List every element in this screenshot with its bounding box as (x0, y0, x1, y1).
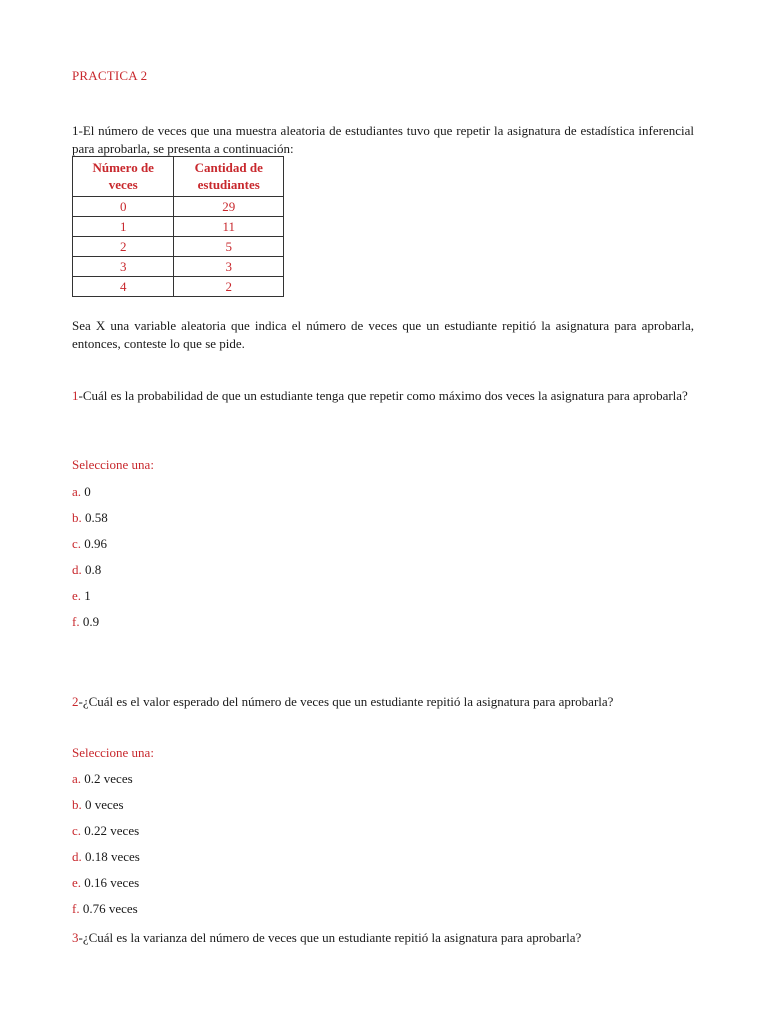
question-number: 2 (72, 694, 79, 709)
table-cell: 5 (174, 237, 284, 257)
table-row (73, 217, 284, 237)
option-letter: e. (72, 875, 82, 890)
option-text: 0.18 veces (85, 849, 140, 864)
answer-option[interactable] (72, 510, 108, 526)
answer-option[interactable] (72, 849, 140, 865)
option-letter: c. (72, 536, 82, 551)
answer-option[interactable] (72, 614, 99, 630)
table-cell: 11 (174, 217, 284, 237)
table-header-cell: Cantidad de estudiantes (174, 157, 284, 197)
table-row (73, 277, 284, 297)
option-text: 0.22 veces (84, 823, 140, 838)
option-letter: e. (72, 588, 82, 603)
table-row (73, 257, 284, 277)
answer-option[interactable] (72, 875, 139, 891)
option-text: 0.16 veces (84, 875, 140, 890)
question-body: -¿Cuál es el valor esperado del número de veces que un estudiante repitió la asignatura para aprobarla? (78, 694, 614, 709)
question-1-text (72, 387, 694, 405)
option-letter: a. (72, 484, 82, 499)
table-header-row (73, 157, 284, 197)
option-text: 0.8 (85, 562, 102, 577)
option-text: 0 (84, 484, 91, 499)
answer-option[interactable] (72, 823, 139, 839)
table-cell: 2 (73, 237, 174, 257)
answer-option[interactable] (72, 588, 91, 604)
option-text: 0.96 (84, 536, 108, 551)
question-3-text (72, 929, 694, 947)
frequency-table (72, 156, 284, 297)
table-cell: 2 (174, 277, 284, 297)
option-text: 0.2 veces (84, 771, 133, 786)
select-one-label: Seleccione una: (72, 745, 154, 760)
table-cell: 29 (174, 197, 284, 217)
question-body: -¿Cuál es la varianza del número de veces que un estudiante repitió la asignatura para aprobarla? (78, 930, 582, 945)
question-body: -Cuál es la probabilidad de que un estudiante tenga que repetir como máximo dos veces la asignatura para aprobarla? (78, 388, 688, 403)
table-cell: 3 (73, 257, 174, 277)
table-row (73, 237, 284, 257)
table-cell: 1 (73, 217, 174, 237)
option-letter: a. (72, 771, 82, 786)
option-letter: b. (72, 510, 82, 525)
answer-option[interactable] (72, 536, 107, 552)
answer-option[interactable] (72, 901, 138, 917)
select-one-label: Seleccione una: (72, 457, 154, 472)
option-letter: f. (72, 614, 80, 629)
page-title: PRACTICA 2 (72, 68, 148, 83)
context-paragraph: Sea X una variable aleatoria que indica el número de veces que un estudiante repitió la asignatura para aprobarla, entonces, conteste lo que se pide. (72, 318, 694, 351)
answer-option[interactable] (72, 562, 101, 578)
option-letter: b. (72, 797, 82, 812)
answer-option[interactable] (72, 797, 124, 813)
table-cell: 3 (174, 257, 284, 277)
option-letter: d. (72, 849, 82, 864)
question-number: 1 (72, 388, 79, 403)
table-row (73, 197, 284, 217)
option-letter: d. (72, 562, 82, 577)
option-letter: c. (72, 823, 82, 838)
table-cell: 4 (73, 277, 174, 297)
question-number: 3 (72, 930, 79, 945)
table-cell: 0 (73, 197, 174, 217)
option-text: 0 veces (85, 797, 124, 812)
option-text: 1 (84, 588, 91, 603)
question-2-text (72, 693, 694, 711)
option-text: 0.9 (82, 614, 100, 629)
option-text: 0.58 (85, 510, 108, 525)
option-text: 0.76 veces (82, 901, 138, 916)
intro-paragraph: 1-El número de veces que una muestra aleatoria de estudiantes tuvo que repetir la asignatura de estadística inferencial para aprobarla, se presenta a continuación: (72, 123, 694, 156)
table-header-cell: Número de veces (73, 157, 174, 197)
answer-option[interactable] (72, 484, 91, 500)
answer-option[interactable] (72, 771, 133, 787)
option-letter: f. (72, 901, 80, 916)
